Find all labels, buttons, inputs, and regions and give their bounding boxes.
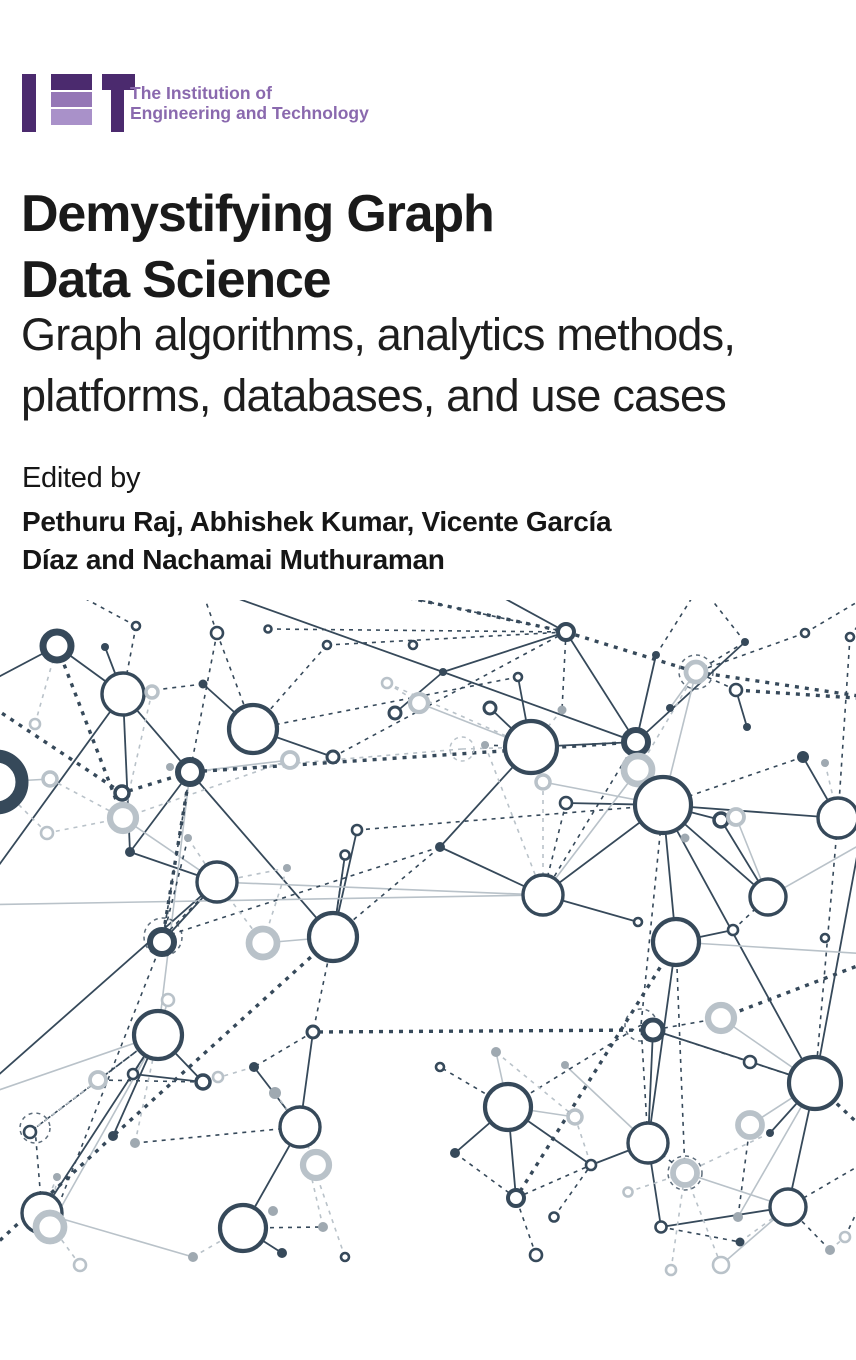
network-edge (50, 1035, 158, 1227)
network-edge (700, 600, 745, 642)
network-edge (268, 629, 566, 632)
network-node (561, 1061, 569, 1069)
network-edge (838, 637, 850, 818)
network-node (766, 1129, 774, 1137)
network-node (382, 678, 392, 688)
network-edge (190, 633, 217, 772)
network-node (229, 705, 277, 753)
book-title (21, 181, 494, 313)
network-node (43, 772, 57, 786)
book-subtitle-line2: platforms, databases, and use cases (21, 370, 726, 421)
network-node (635, 777, 691, 833)
book-title-line1: Demystifying Graph (21, 185, 494, 243)
network-node (825, 1245, 835, 1255)
network-node (741, 638, 749, 646)
network-edge (676, 942, 685, 1173)
editor-names-line2: Díaz and Nachamai Muthuraman (22, 544, 445, 575)
network-node (450, 1148, 460, 1158)
network-node (277, 1248, 287, 1258)
network-node (708, 1005, 734, 1031)
network-edge (850, 600, 856, 637)
network-node (713, 1257, 729, 1273)
network-node (150, 930, 174, 954)
network-node (268, 1206, 278, 1216)
publisher-logo (22, 74, 422, 132)
network-node (265, 626, 272, 633)
network-edge (815, 700, 856, 1083)
editor-names-line1: Pethuru Raj, Abhishek Kumar, Vicente García (22, 506, 612, 537)
network-node (389, 707, 401, 719)
network-node (197, 862, 237, 902)
network-edge (721, 955, 856, 1018)
network-edge (656, 600, 700, 655)
network-node (341, 1253, 349, 1261)
network-node (134, 1011, 182, 1059)
network-node (736, 1238, 745, 1247)
network-node (523, 875, 563, 915)
network-edge (676, 942, 856, 955)
network-node (280, 1107, 320, 1147)
network-edge (554, 1165, 591, 1217)
book-subtitle-line1: Graph algorithms, analytics methods, (21, 309, 736, 360)
network-node (43, 632, 71, 660)
network-node (666, 1265, 676, 1275)
network-edge (455, 1153, 516, 1198)
network-edge (190, 772, 333, 937)
publisher-name-line1: The Institution of (130, 83, 272, 103)
network-edge (805, 600, 856, 633)
network-node (505, 721, 557, 773)
network-node (196, 1075, 210, 1089)
book-subtitle (21, 304, 735, 426)
network-node (628, 1123, 668, 1163)
network-node (536, 775, 550, 789)
network-node (750, 879, 786, 915)
network-node (728, 809, 744, 825)
logo-letter-e-bar-mid (51, 92, 92, 108)
network-edge (443, 632, 566, 672)
network-edge (190, 749, 462, 772)
network-node (652, 651, 660, 659)
network-node (744, 1056, 756, 1068)
network-node (283, 864, 291, 872)
network-node (249, 1062, 259, 1072)
publisher-name-line2: Engineering and Technology (130, 102, 369, 123)
network-node (733, 1212, 743, 1222)
network-node (656, 1222, 667, 1233)
network-edge (217, 882, 543, 895)
network-edge (543, 770, 638, 895)
publisher-name (130, 84, 369, 123)
network-node (146, 686, 158, 698)
logo-letter-i-bar (22, 74, 36, 132)
network-node (409, 641, 417, 649)
network-edge (566, 632, 636, 742)
network-node (323, 641, 331, 649)
network-node (439, 668, 447, 676)
network-node (220, 1205, 266, 1251)
network-edge (661, 1227, 740, 1242)
network-node (307, 1026, 319, 1038)
network-edge (357, 805, 663, 830)
network-node (743, 723, 751, 731)
network-node (0, 756, 22, 808)
network-node (681, 834, 690, 843)
network-node (341, 851, 350, 860)
network-node (24, 1126, 36, 1138)
network-node (130, 1138, 140, 1148)
editors-block (22, 462, 611, 579)
network-node (840, 1232, 850, 1242)
network-edge (696, 633, 805, 672)
network-node (282, 752, 298, 768)
network-node (30, 719, 40, 729)
network-edge (200, 600, 443, 672)
network-node (166, 763, 174, 771)
network-edge (0, 895, 543, 905)
network-node (184, 834, 192, 842)
network-node (728, 925, 738, 935)
network-node (125, 847, 135, 857)
network-node (435, 842, 445, 852)
logo-letter-e-bar-bot (51, 109, 92, 125)
network-node (770, 1189, 806, 1225)
network-node (738, 1113, 762, 1137)
network-node (673, 1161, 697, 1185)
edited-by-label: Edited by (22, 462, 141, 494)
network-node (481, 741, 489, 749)
editor-names (22, 503, 611, 579)
network-node (132, 622, 140, 630)
network-node (653, 919, 699, 965)
network-node (53, 1173, 61, 1181)
network-node (36, 1213, 64, 1241)
network-node (643, 1020, 663, 1040)
network-edge (696, 672, 856, 700)
network-node (568, 1110, 582, 1124)
network-node (410, 694, 428, 712)
network-edge (641, 805, 663, 1025)
network-edge (135, 1127, 300, 1143)
network-node (558, 706, 567, 715)
network-edge (313, 1030, 653, 1032)
network-node (108, 1131, 118, 1141)
network-node (41, 827, 53, 839)
book-title-line2: Data Science (21, 251, 331, 309)
network-node (211, 627, 223, 639)
network-node (789, 1057, 841, 1109)
network-node (188, 1252, 198, 1262)
network-node (801, 629, 809, 637)
network-node (686, 662, 706, 682)
network-node (327, 751, 339, 763)
network-node (318, 1222, 328, 1232)
network-node (714, 813, 728, 827)
network-edge (350, 600, 566, 632)
network-node (199, 680, 208, 689)
network-edge (562, 632, 566, 710)
network-node (110, 805, 136, 831)
logo-letter-t-stem (111, 90, 124, 132)
network-node (352, 825, 362, 835)
network-node (514, 673, 522, 681)
network-node (624, 1188, 633, 1197)
network-node (624, 730, 648, 754)
network-node (530, 1249, 542, 1261)
network-node (178, 760, 202, 784)
network-node (666, 704, 674, 712)
network-node (162, 994, 174, 1006)
network-node (797, 751, 809, 763)
network-node (560, 797, 572, 809)
network-node (491, 1047, 501, 1057)
network-node (213, 1072, 223, 1082)
network-node (586, 1160, 596, 1170)
network-edge (254, 1032, 313, 1067)
logo-letter-e-bar-top (51, 74, 92, 90)
network-edge (133, 1074, 203, 1082)
network-node (269, 1087, 281, 1099)
network-node (818, 798, 856, 838)
network-node (115, 786, 129, 800)
network-node (730, 684, 742, 696)
network-node (436, 1063, 444, 1071)
network-node (821, 759, 829, 767)
network-node (821, 934, 829, 942)
network-node (309, 913, 357, 961)
network-node (846, 633, 854, 641)
network-node (74, 1259, 86, 1271)
network-node (249, 929, 277, 957)
network-node (485, 1084, 531, 1130)
network-node (101, 643, 109, 651)
network-node (128, 1069, 138, 1079)
network-edge (845, 1150, 856, 1237)
network-node (303, 1152, 329, 1178)
network-edge (57, 646, 123, 818)
network-node (550, 1213, 559, 1222)
network-edge (60, 600, 136, 626)
network-illustration (0, 600, 856, 1300)
network-node (634, 918, 642, 926)
network-edge (350, 600, 566, 632)
network-node (508, 1190, 524, 1206)
network-edge (566, 632, 696, 672)
network-node (102, 673, 144, 715)
network-node (484, 702, 496, 714)
network-node (558, 624, 574, 640)
network-edge (123, 760, 290, 818)
iet-logo-mark (22, 74, 135, 132)
network-node (90, 1072, 106, 1088)
